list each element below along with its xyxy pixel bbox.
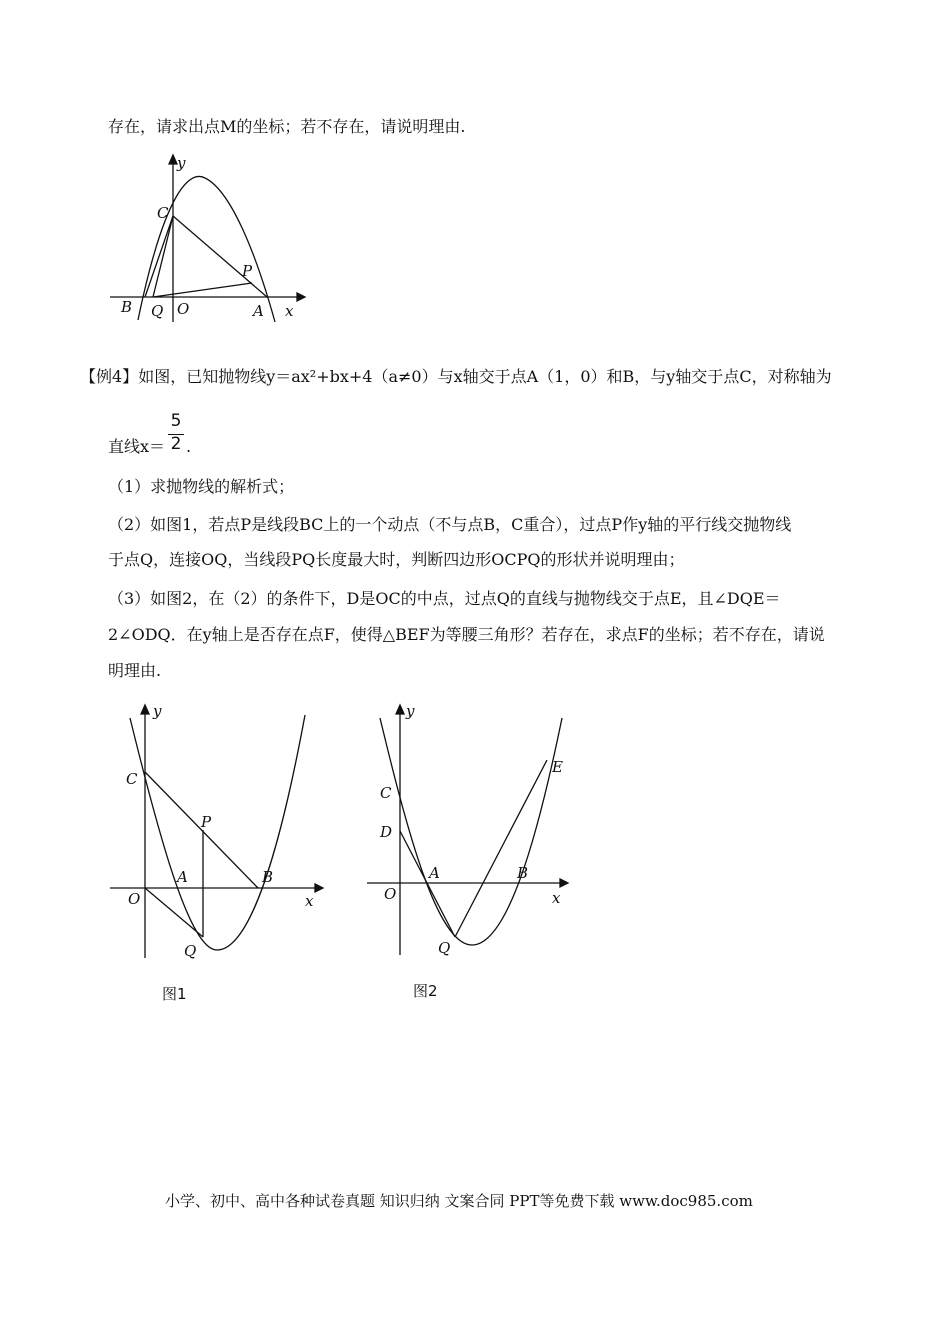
axis-line-prefix: 直线x＝ <box>108 437 166 456</box>
parabola <box>138 176 275 322</box>
x-axis-arrow-icon <box>297 293 305 301</box>
example-title: 【例4】 <box>80 367 139 386</box>
segment-cb <box>145 216 173 297</box>
label-a: A <box>429 864 440 882</box>
fraction-numerator: 5 <box>170 411 182 431</box>
label-y: y <box>153 702 162 720</box>
label-q: Q <box>151 302 164 320</box>
label-y: y <box>406 702 415 720</box>
question-2-line-1: （2）如图1，若点P是线段BC上的一个动点（不与点B，C重合），过点P作y轴的平行线交抛物线 <box>108 515 792 534</box>
label-x: x <box>305 892 314 910</box>
label-a: A <box>253 302 264 320</box>
fraction-denominator: 2 <box>170 434 182 454</box>
question-1: （1）求抛物线的解析式； <box>108 477 295 496</box>
question-3-line-3: 明理由. <box>108 661 162 680</box>
segment-qe <box>455 760 547 937</box>
label-q: Q <box>184 942 197 960</box>
y-axis-arrow-icon <box>169 155 177 164</box>
x-axis-arrow-icon <box>315 884 323 892</box>
label-c: C <box>380 784 392 802</box>
x-axis-arrow-icon <box>560 879 568 887</box>
label-y: y <box>177 154 186 172</box>
segment-dq <box>400 831 455 937</box>
top-figure <box>105 150 310 325</box>
figure-2-caption: 图2 <box>413 982 438 1000</box>
label-o: O <box>384 885 397 903</box>
segment-qp <box>153 283 252 297</box>
example-text: 如图，已知抛物线y＝ax²+bx+4（a≠0）与x轴交于点A（1，0）和B，与y轴交于点C，对称轴为 <box>138 367 832 386</box>
footer: 小学、初中、高中各种试卷真题 知识归纳 文案合同 PPT等免费下载 www.doc985.com <box>165 1192 753 1210</box>
label-b: B <box>121 298 133 316</box>
label-d: D <box>380 823 393 841</box>
question-2-line-2: 于点Q，连接OQ，当线段PQ长度最大时，判断四边形OCPQ的形状并说明理由； <box>108 550 685 569</box>
segment-oq <box>145 888 203 937</box>
question-3-line-1: （3）如图2，在（2）的条件下，D是OC的中点，过点Q的直线与抛物线交于点E，且∠DQE＝ <box>108 589 781 608</box>
figure-1-caption: 图1 <box>162 985 187 1003</box>
intro-text: 存在，请求出点M的坐标；若不存在，请说明理由. <box>108 117 466 136</box>
label-q: Q <box>438 939 451 957</box>
y-axis-arrow-icon <box>141 705 149 714</box>
label-x: x <box>552 889 561 907</box>
intro-line <box>108 116 465 138</box>
example-line <box>80 366 832 388</box>
label-b: B <box>517 864 529 882</box>
label-a: A <box>177 868 188 886</box>
axis-line <box>108 436 165 458</box>
figure-2 <box>362 700 577 960</box>
figure-1 <box>100 700 335 965</box>
label-o: O <box>177 300 190 318</box>
label-x: x <box>285 302 294 320</box>
y-axis-arrow-icon <box>396 705 404 714</box>
segment-ca <box>173 216 267 297</box>
fraction-period: . <box>186 437 192 456</box>
label-o: O <box>128 890 141 908</box>
parabola <box>130 715 305 950</box>
label-b: B <box>262 868 274 886</box>
parabola <box>380 718 562 945</box>
label-c: C <box>157 204 169 222</box>
label-p: P <box>242 262 253 280</box>
label-c: C <box>126 770 138 788</box>
question-3-line-2: 2∠ODQ．在y轴上是否存在点F，使得△BEF为等腰三角形？若存在，求点F的坐标；若不存在，请说 <box>108 625 825 644</box>
label-e: E <box>552 758 563 776</box>
label-p: P <box>201 813 212 831</box>
